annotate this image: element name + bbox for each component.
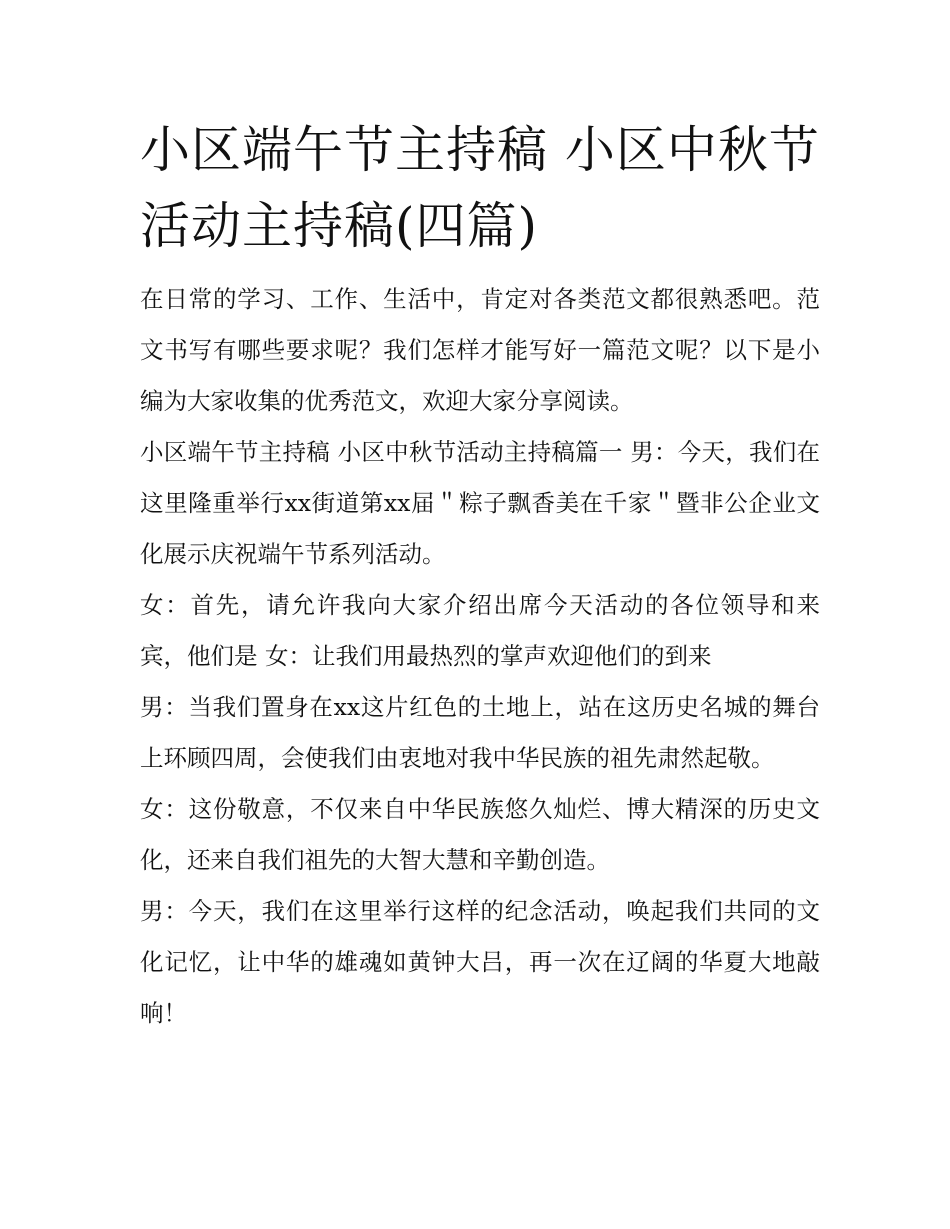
paragraph-intro: 在日常的学习、工作、生活中，肯定对各类范文都很熟悉吧。范文书写有哪些要求呢？我们怎样才能写好一篇范文呢？以下是小编为大家收集的优秀范文，欢迎大家分享阅读。	[140, 285, 820, 415]
document-page	[140, 112, 820, 1039]
paragraph-female-introduction: 女：首先，请允许我向大家介绍出席今天活动的各位领导和来宾，他们是 女：让我们用最热烈的掌声欢迎他们的到来	[140, 591, 820, 670]
paragraph-male-memory: 男：今天，我们在这里举行这样的纪念活动，唤起我们共同的文化记忆，让中华的雄魂如黄钟大吕，再一次在辽阔的华夏大地敲响！	[140, 897, 820, 1027]
paragraph-male-history: 男：当我们置身在xx这片红色的土地上，站在这历史名城的舞台上环顾四周，会使我们由衷地对我中华民族的祖先肃然起敬。	[140, 693, 820, 772]
paragraph-female-respect: 女：这份敬意，不仅来自中华民族悠久灿烂、博大精深的历史文化，还来自我们祖先的大智大慧和辛勤创造。	[140, 795, 820, 874]
document-body	[140, 274, 820, 1039]
document-title: 小区端午节主持稿 小区中秋节活动主持稿(四篇)	[140, 121, 820, 255]
paragraph-opening-male: 小区端午节主持稿 小区中秋节活动主持稿篇一 男：今天，我们在这里隆重举行xx街道第xx届＂粽子飘香美在千家＂暨非公企业文化展示庆祝端午节系列活动。	[140, 438, 820, 568]
